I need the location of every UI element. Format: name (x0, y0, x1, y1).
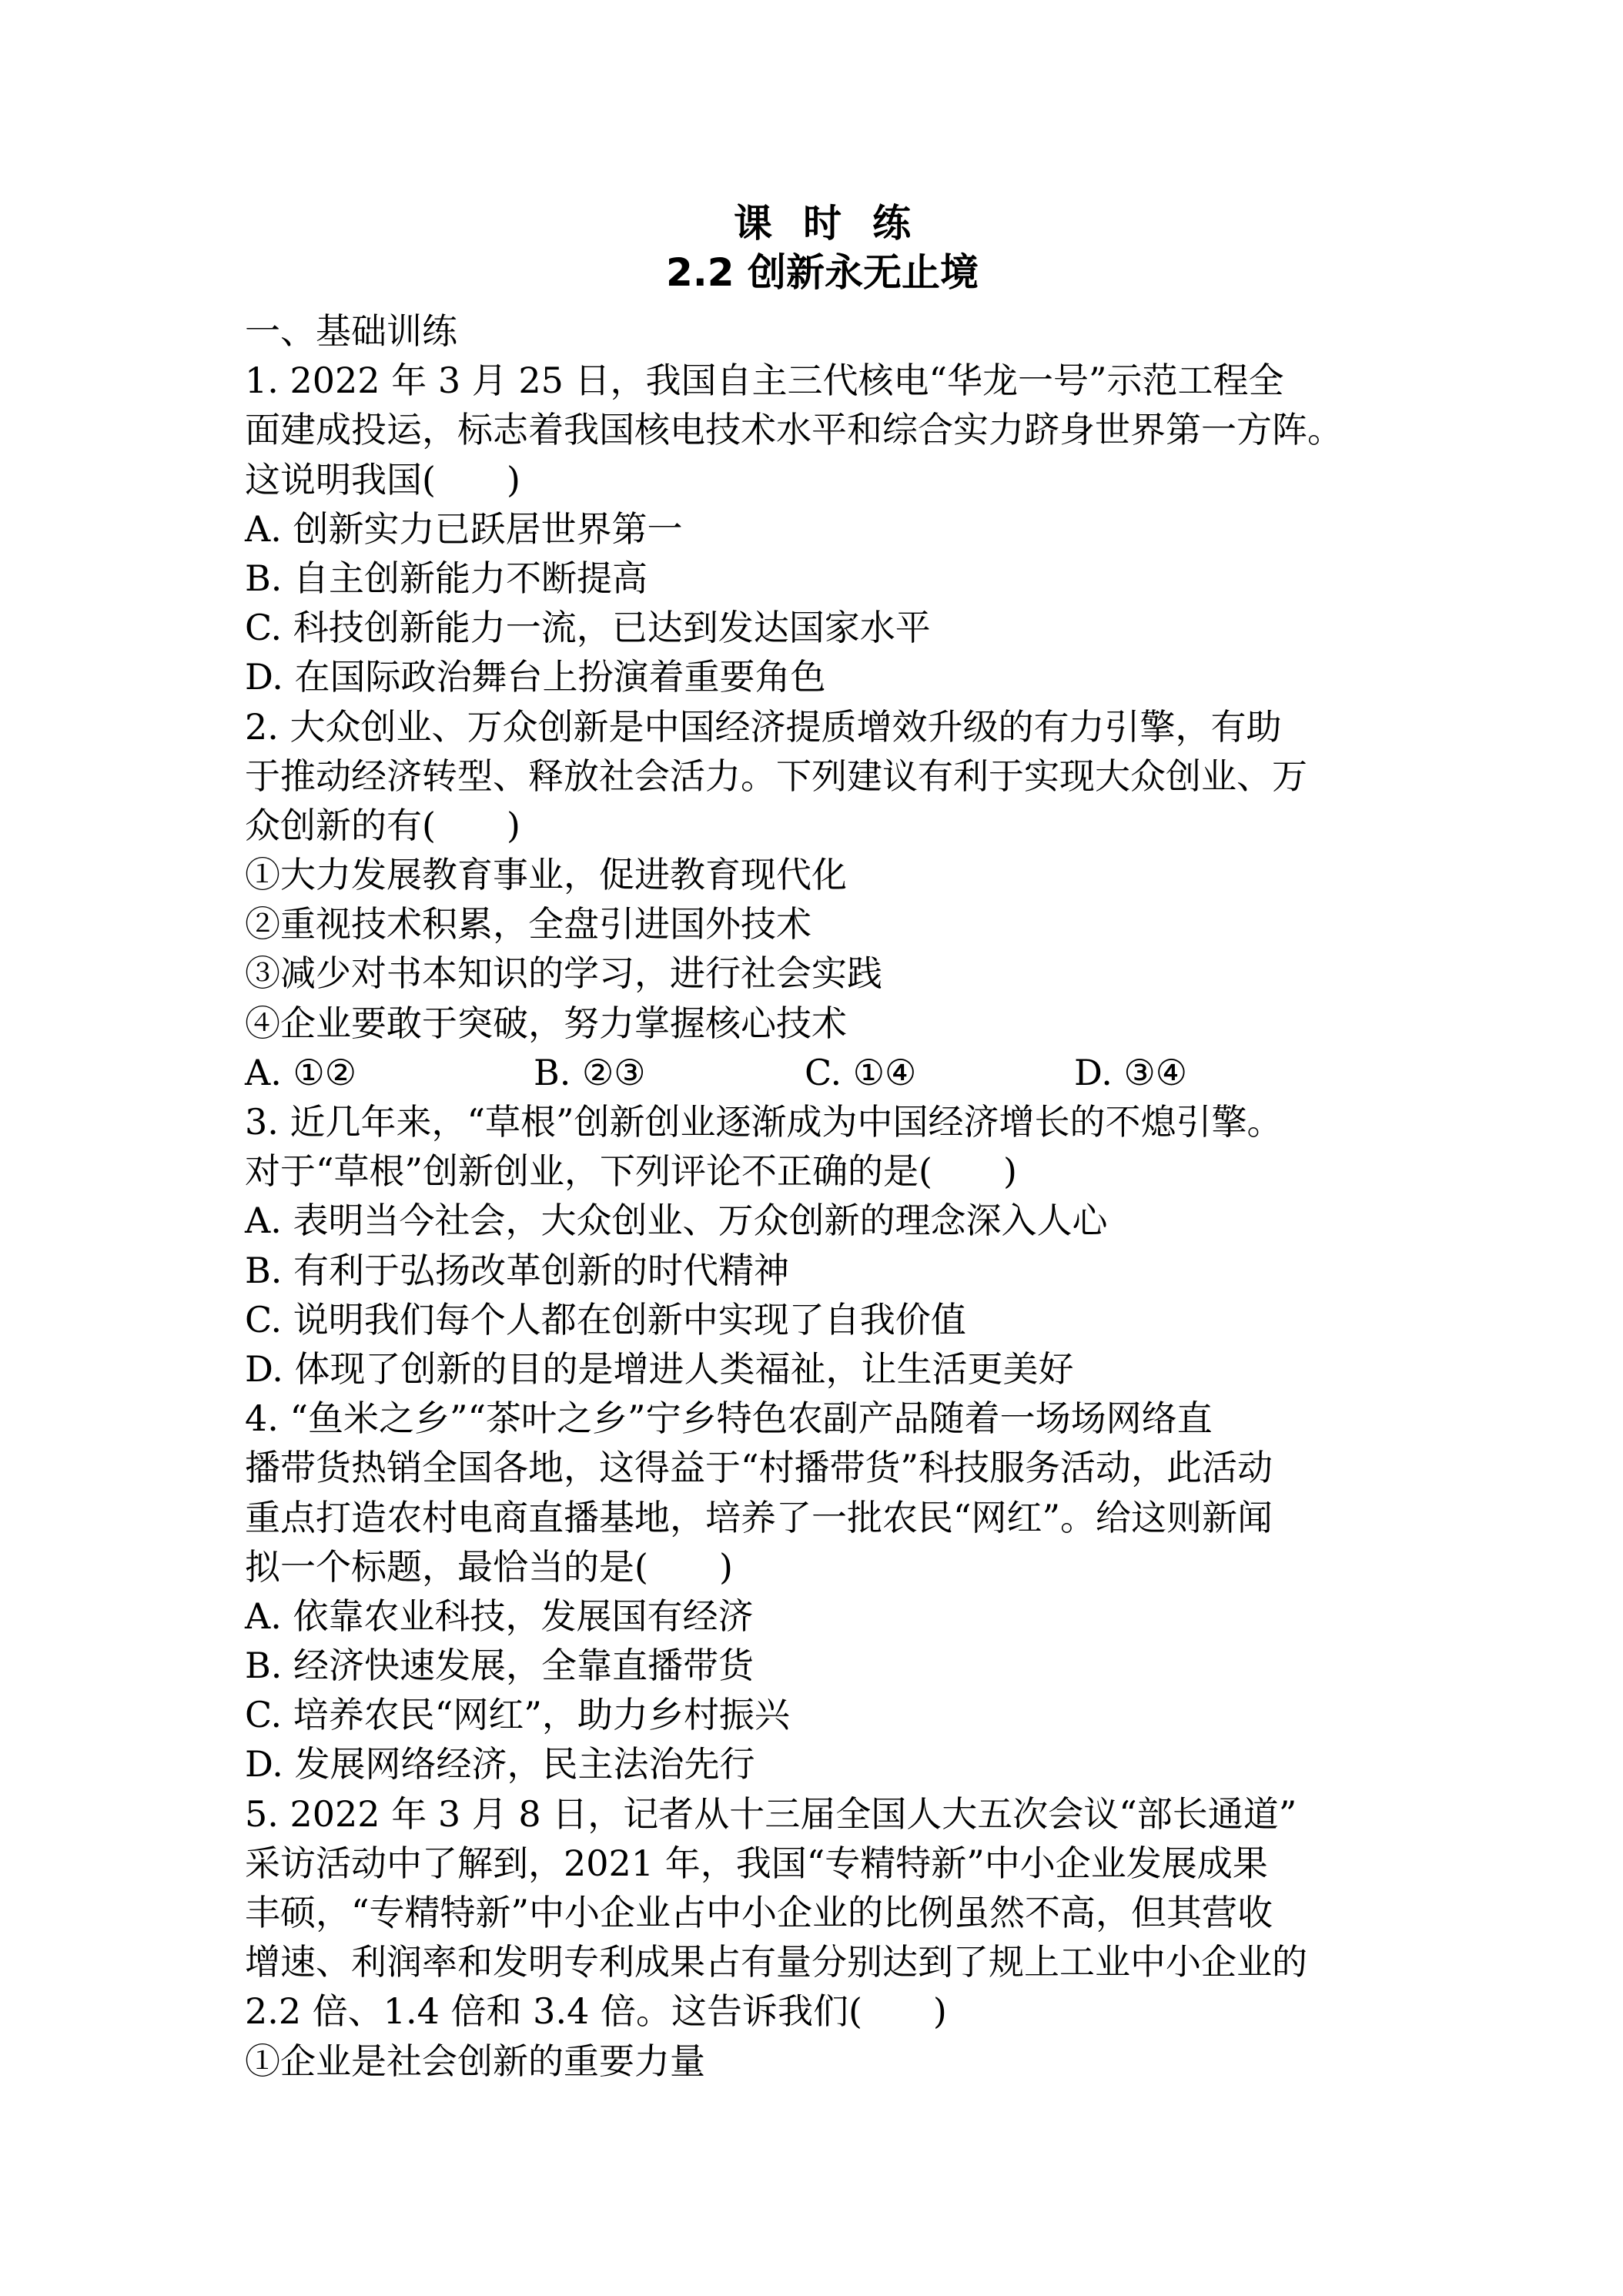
statement-item: ③减少对书本知识的学习，进行社会实践 (245, 952, 882, 995)
question-4 (245, 1394, 1400, 1789)
question-stem-line: 采访活动中了解到，2021 年，我国“专精特新”中小企业发展成果 (245, 1842, 1268, 1884)
page-subtitle: 2.2 创新永无止境 (666, 250, 979, 295)
answer-choice: D. ③④ (1074, 1051, 1187, 1093)
question-stem-line: 丰硕，“专精特新”中小企业占中小企业的比例虽然不高，但其营收 (245, 1892, 1273, 1933)
statement-item: ①企业是社会创新的重要力量 (245, 2040, 705, 2082)
question-stem-line: 5. 2022 年 3 月 8 日，记者从十三届全国人大五次会议“部长通道” (245, 1792, 1297, 1835)
statement-item: ④企业要敢于突破，努力掌握核心技术 (245, 1002, 847, 1044)
answer-choice: A. ①② (245, 1051, 356, 1093)
question-stem-line: 2.2 倍、1.4 倍和 3.4 倍。这告诉我们( ) (245, 1990, 947, 2033)
title-char-3: 练 (872, 201, 911, 246)
question-stem-line: 4. “鱼米之乡”“茶叶之乡”宁乡特色农副产品随着一场场网络直 (245, 1397, 1213, 1440)
answer-choices-row (245, 1048, 1400, 1097)
statement-item: ①大力发展教育事业，促进教育现代化 (245, 854, 847, 896)
answer-option: B. 经济快速发展，全靠直播带货 (245, 1645, 755, 1687)
answer-choice: B. ②③ (534, 1051, 646, 1093)
answer-option: C. 说明我们每个人都在创新中实现了自我价值 (245, 1298, 966, 1340)
question-stem-line: 众创新的有( ) (245, 804, 520, 846)
answer-option: D. 发展网络经济，民主法治先行 (245, 1743, 755, 1786)
page-title (245, 199, 1400, 248)
question-stem-line: 2. 大众创业、万众创新是中国经济提质增效升级的有力引擎，有助 (245, 705, 1282, 748)
question-stem-line: 于推动经济转型、释放社会活力。下列建议有利于实现大众创业、万 (245, 755, 1307, 797)
question-5 (245, 1789, 1400, 2086)
answer-option: A. 依靠农业科技，发展国有经济 (245, 1595, 754, 1637)
question-stem-line: 3. 近几年来，“草根”创新创业逐渐成为中国经济增长的不熄引擎。 (245, 1101, 1283, 1143)
question-stem-line: 对于“草根”创新创业，下列评论不正确的是( ) (245, 1150, 1017, 1193)
exercise-body (245, 306, 1400, 2086)
question-3 (245, 1097, 1400, 1394)
answer-option: C. 培养农民“网红”，助力乡村振兴 (245, 1694, 790, 1736)
answer-option: D. 体现了创新的目的是增进人类福祉，让生活更美好 (245, 1347, 1074, 1390)
answer-option: B. 有利于弘扬改革创新的时代精神 (245, 1249, 790, 1291)
question-stem-line: 播带货热销全国各地，这得益于“村播带货”科技服务活动，此活动 (245, 1447, 1273, 1489)
question-stem-line: 重点打造农村电商直播基地，培养了一批农民“网红”。给这则新闻 (245, 1496, 1273, 1538)
title-char-2: 时 (803, 201, 842, 246)
question-2 (245, 702, 1400, 1098)
section-heading: 一、基础训练 (245, 310, 457, 352)
question-1 (245, 356, 1400, 701)
question-stem-line: 增速、利润率和发明专利成果占有量分别达到了规上工业中小企业的 (245, 1941, 1307, 1983)
question-stem-line: 这说明我国( ) (245, 458, 520, 500)
answer-option: B. 自主创新能力不断提高 (245, 557, 648, 599)
statement-item: ②重视技术积累，全盘引进国外技术 (245, 903, 812, 946)
question-stem-line: 面建成投运，标志着我国核电技术水平和综合实力跻身世界第一方阵。 (245, 409, 1343, 451)
question-stem-line: 拟一个标题，最恰当的是( ) (245, 1545, 733, 1588)
answer-option: D. 在国际政治舞台上扮演着重要角色 (245, 656, 826, 698)
answer-choice: C. ①④ (805, 1051, 917, 1093)
answer-option: C. 科技创新能力一流，已达到发达国家水平 (245, 607, 931, 649)
title-char-1: 课 (734, 201, 772, 246)
question-stem-line: 1. 2022 年 3 月 25 日，我国自主三代核电“华龙一号”示范工程全 (245, 360, 1284, 402)
answer-option: A. 创新实力已跃居世界第一 (245, 507, 683, 550)
answer-option: A. 表明当今社会，大众创业、万众创新的理念深入人心 (245, 1200, 1108, 1242)
